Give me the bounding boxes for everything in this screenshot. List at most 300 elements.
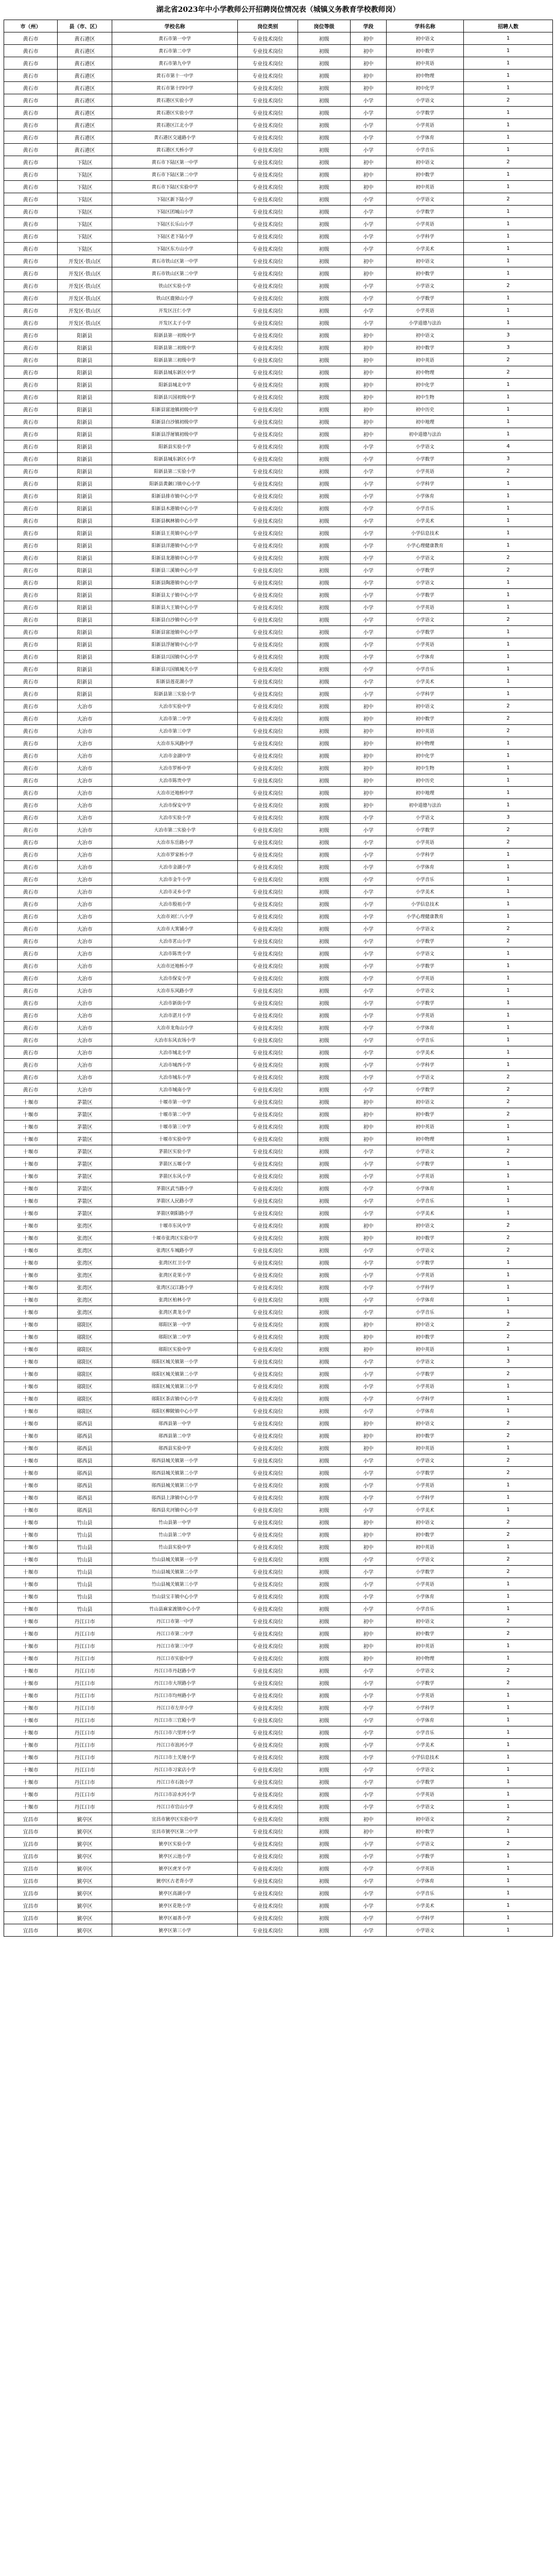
cell-post-level: 初级 [298, 700, 351, 713]
cell-count: 1 [464, 144, 553, 156]
table-row [4, 774, 553, 787]
cell-subject: 初中数学 [387, 1430, 464, 1442]
table-row [4, 502, 553, 515]
cell-subject: 初中数学 [387, 168, 464, 181]
cell-count: 2 [464, 1232, 553, 1244]
cell-post-level: 初级 [298, 478, 351, 490]
cell-stage: 小学 [351, 131, 387, 144]
cell-city: 黄石市 [4, 267, 58, 280]
cell-post-category: 专业技术岗位 [238, 1096, 298, 1108]
table-row [4, 762, 553, 774]
cell-count: 1 [464, 1603, 553, 1615]
cell-school: 张湾区红卫小学 [112, 1257, 238, 1269]
cell-post-category: 专业技术岗位 [238, 737, 298, 750]
cell-post-category: 专业技术岗位 [238, 972, 298, 985]
cell-post-level: 初级 [298, 811, 351, 824]
cell-post-level: 初级 [298, 910, 351, 923]
cell-post-level: 初级 [298, 1083, 351, 1096]
cell-stage: 初中 [351, 342, 387, 354]
cell-stage: 小学 [351, 1306, 387, 1318]
table-row [4, 317, 553, 329]
cell-post-level: 初级 [298, 626, 351, 638]
cell-stage: 小学 [351, 1702, 387, 1714]
cell-city: 黄石市 [4, 94, 58, 107]
header-city: 市（州） [4, 20, 58, 32]
cell-city: 十堰市 [4, 1108, 58, 1121]
cell-post-category: 专业技术岗位 [238, 1578, 298, 1590]
cell-city: 十堰市 [4, 1318, 58, 1331]
table-row [4, 379, 553, 391]
cell-post-level: 初级 [298, 1318, 351, 1331]
cell-count: 1 [464, 589, 553, 601]
cell-count: 1 [464, 1652, 553, 1665]
cell-stage: 小学 [351, 317, 387, 329]
cell-county: 郧阳区 [58, 1318, 112, 1331]
table-row [4, 1405, 553, 1417]
cell-count: 1 [464, 675, 553, 688]
cell-post-category: 专业技术岗位 [238, 366, 298, 379]
cell-stage: 小学 [351, 1677, 387, 1689]
cell-count: 1 [464, 1764, 553, 1776]
cell-county: 竹山县 [58, 1578, 112, 1590]
cell-school: 开发区太子小学 [112, 317, 238, 329]
cell-school: 下陆区新下陆小学 [112, 193, 238, 206]
cell-count: 1 [464, 391, 553, 403]
cell-school: 郧阳区实验中学 [112, 1343, 238, 1355]
cell-post-category: 专业技术岗位 [238, 168, 298, 181]
cell-post-level: 初级 [298, 1726, 351, 1739]
cell-city: 黄石市 [4, 1059, 58, 1071]
cell-stage: 小学 [351, 1195, 387, 1207]
table-row [4, 515, 553, 527]
table-row [4, 700, 553, 713]
cell-count: 1 [464, 490, 553, 502]
cell-stage: 小学 [351, 1182, 387, 1195]
cell-school: 宜昌市猇亭区第二中学 [112, 1825, 238, 1838]
cell-stage: 初中 [351, 1430, 387, 1442]
table-row [4, 1417, 553, 1430]
cell-city: 十堰市 [4, 1244, 58, 1257]
cell-count: 2 [464, 564, 553, 577]
cell-post-level: 初级 [298, 1380, 351, 1393]
cell-post-level: 初级 [298, 107, 351, 119]
cell-post-category: 专业技术岗位 [238, 787, 298, 799]
cell-stage: 初中 [351, 1133, 387, 1145]
cell-count: 2 [464, 552, 553, 564]
cell-stage: 初中 [351, 1442, 387, 1454]
cell-stage: 初中 [351, 267, 387, 280]
cell-county: 郧西县 [58, 1492, 112, 1504]
cell-subject: 初中语文 [387, 1813, 464, 1825]
cell-school: 丹江口市土关垭小学 [112, 1751, 238, 1764]
cell-county: 郧阳区 [58, 1405, 112, 1417]
cell-count: 1 [464, 515, 553, 527]
cell-post-level: 初级 [298, 1158, 351, 1170]
cell-post-category: 专业技术岗位 [238, 107, 298, 119]
cell-county: 下陆区 [58, 193, 112, 206]
cell-count: 2 [464, 1108, 553, 1121]
table-row [4, 1825, 553, 1838]
table-row [4, 713, 553, 725]
cell-school: 大冶市罗桥中学 [112, 762, 238, 774]
header-county: 县（市、区） [58, 20, 112, 32]
cell-city: 黄石市 [4, 502, 58, 515]
cell-count: 2 [464, 1331, 553, 1343]
cell-subject: 小学数学 [387, 824, 464, 836]
cell-post-category: 专业技术岗位 [238, 317, 298, 329]
cell-post-level: 初级 [298, 1454, 351, 1467]
table-row [4, 490, 553, 502]
cell-post-category: 专业技术岗位 [238, 1467, 298, 1479]
cell-school: 阳新县兴国镇城关小学 [112, 663, 238, 675]
table-row [4, 1776, 553, 1788]
table-row [4, 997, 553, 1009]
header-post-level: 岗位等级 [298, 20, 351, 32]
cell-county: 郧西县 [58, 1467, 112, 1479]
page-title: 湖北省2023年中小学教师公开招聘岗位情况表（城镇义务教育学校教师岗） [156, 6, 400, 14]
cell-subject: 小学英语 [387, 1009, 464, 1022]
cell-school: 黄石市下陆区第二中学 [112, 168, 238, 181]
cell-stage: 小学 [351, 1492, 387, 1504]
cell-subject: 小学科学 [387, 688, 464, 700]
table-row [4, 1850, 553, 1862]
table-row [4, 1838, 553, 1850]
cell-school: 猇亭区虎牙小学 [112, 1862, 238, 1875]
cell-post-level: 初级 [298, 564, 351, 577]
cell-school: 郧阳区第一中学 [112, 1318, 238, 1331]
cell-school: 大冶市殷祖小学 [112, 898, 238, 910]
cell-stage: 小学 [351, 849, 387, 861]
cell-subject: 小学音乐 [387, 144, 464, 156]
cell-post-category: 专业技术岗位 [238, 601, 298, 614]
cell-subject: 小学语文 [387, 1764, 464, 1776]
cell-post-level: 初级 [298, 379, 351, 391]
table-row [4, 1343, 553, 1355]
cell-city: 十堰市 [4, 1145, 58, 1158]
cell-post-category: 专业技术岗位 [238, 750, 298, 762]
table-row [4, 193, 553, 206]
cell-school: 阳新县大王镇中心小学 [112, 601, 238, 614]
cell-school: 黄石港区天桥小学 [112, 144, 238, 156]
cell-post-level: 初级 [298, 947, 351, 960]
cell-count: 3 [464, 342, 553, 354]
cell-subject: 初中英语 [387, 725, 464, 737]
cell-city: 十堰市 [4, 1516, 58, 1529]
cell-school: 阳新县陶港镇中心小学 [112, 577, 238, 589]
cell-post-category: 专业技术岗位 [238, 1355, 298, 1368]
cell-city: 黄石市 [4, 935, 58, 947]
cell-city: 十堰市 [4, 1726, 58, 1739]
cell-stage: 小学 [351, 1158, 387, 1170]
cell-county: 下陆区 [58, 230, 112, 243]
cell-post-category: 专业技术岗位 [238, 342, 298, 354]
cell-post-category: 专业技术岗位 [238, 1776, 298, 1788]
cell-post-category: 专业技术岗位 [238, 1751, 298, 1764]
cell-city: 十堰市 [4, 1355, 58, 1368]
cell-city: 十堰市 [4, 1652, 58, 1665]
cell-post-level: 初级 [298, 601, 351, 614]
cell-county: 阳新县 [58, 329, 112, 342]
cell-count: 1 [464, 70, 553, 82]
table-row [4, 1454, 553, 1467]
cell-count: 1 [464, 1182, 553, 1195]
cell-count: 1 [464, 1158, 553, 1170]
cell-stage: 小学 [351, 206, 387, 218]
table-row [4, 403, 553, 416]
cell-school: 猇亭区福善小学 [112, 1912, 238, 1924]
table-row [4, 1195, 553, 1207]
table-row [4, 1380, 553, 1393]
cell-count: 1 [464, 1294, 553, 1306]
cell-post-category: 专业技术岗位 [238, 1034, 298, 1046]
cell-post-level: 初级 [298, 1590, 351, 1603]
cell-stage: 小学 [351, 614, 387, 626]
cell-count: 2 [464, 1813, 553, 1825]
cell-stage: 小学 [351, 824, 387, 836]
cell-count: 1 [464, 32, 553, 45]
cell-school: 阳新县白沙镇中心小学 [112, 614, 238, 626]
cell-county: 下陆区 [58, 168, 112, 181]
cell-post-level: 初级 [298, 440, 351, 453]
cell-count: 1 [464, 1442, 553, 1454]
cell-subject: 小学语文 [387, 94, 464, 107]
cell-post-category: 专业技术岗位 [238, 1726, 298, 1739]
cell-count: 1 [464, 1343, 553, 1355]
cell-stage: 初中 [351, 737, 387, 750]
cell-count: 1 [464, 243, 553, 255]
cell-post-category: 专业技术岗位 [238, 873, 298, 886]
cell-stage: 初中 [351, 403, 387, 416]
cell-school: 大冶市陈贵小学 [112, 947, 238, 960]
cell-subject: 初中数学 [387, 1108, 464, 1121]
table-row [4, 243, 553, 255]
cell-subject: 小学英语 [387, 1689, 464, 1702]
cell-school: 竹山县第一中学 [112, 1516, 238, 1529]
cell-school: 开发区汪仁小学 [112, 304, 238, 317]
cell-school: 阳新县浮屠镇中心小学 [112, 638, 238, 651]
cell-subject: 初中英语 [387, 354, 464, 366]
cell-school: 郧西县第一中学 [112, 1417, 238, 1430]
cell-county: 下陆区 [58, 218, 112, 230]
cell-stage: 小学 [351, 1059, 387, 1071]
cell-city: 黄石市 [4, 490, 58, 502]
cell-school: 十堰市东风中学 [112, 1219, 238, 1232]
cell-stage: 初中 [351, 787, 387, 799]
cell-post-level: 初级 [298, 366, 351, 379]
table-row [4, 1764, 553, 1776]
cell-county: 茅箭区 [58, 1108, 112, 1121]
cell-city: 黄石市 [4, 601, 58, 614]
cell-stage: 初中 [351, 1417, 387, 1430]
cell-subject: 初中生物 [387, 762, 464, 774]
cell-school: 丹江口市第三中学 [112, 1640, 238, 1652]
cell-school: 大冶市第二中学 [112, 713, 238, 725]
cell-county: 大冶市 [58, 1046, 112, 1059]
cell-city: 十堰市 [4, 1121, 58, 1133]
cell-post-level: 初级 [298, 849, 351, 861]
cell-post-category: 专业技术岗位 [238, 552, 298, 564]
cell-county: 猇亭区 [58, 1912, 112, 1924]
cell-count: 3 [464, 329, 553, 342]
cell-count: 2 [464, 1145, 553, 1158]
cell-post-level: 初级 [298, 1566, 351, 1578]
cell-post-level: 初级 [298, 1541, 351, 1553]
cell-post-category: 专业技术岗位 [238, 156, 298, 168]
table-row [4, 1133, 553, 1145]
cell-post-category: 专业技术岗位 [238, 82, 298, 94]
cell-post-level: 初级 [298, 762, 351, 774]
table-row [4, 1046, 553, 1059]
cell-post-category: 专业技术岗位 [238, 1430, 298, 1442]
table-row [4, 1182, 553, 1195]
cell-stage: 初中 [351, 70, 387, 82]
cell-stage: 初中 [351, 366, 387, 379]
table-row [4, 329, 553, 342]
cell-post-level: 初级 [298, 836, 351, 849]
cell-subject: 小学数学 [387, 564, 464, 577]
cell-city: 十堰市 [4, 1393, 58, 1405]
cell-school: 茅箭区人民路小学 [112, 1195, 238, 1207]
cell-city: 黄石市 [4, 1022, 58, 1034]
cell-post-category: 专业技术岗位 [238, 626, 298, 638]
cell-count: 2 [464, 1096, 553, 1108]
cell-subject: 小学英语 [387, 1380, 464, 1393]
cell-county: 阳新县 [58, 490, 112, 502]
cell-post-category: 专业技术岗位 [238, 1219, 298, 1232]
cell-post-level: 初级 [298, 1034, 351, 1046]
cell-city: 十堰市 [4, 1195, 58, 1207]
cell-post-category: 专业技术岗位 [238, 1343, 298, 1355]
cell-school: 张湾区黄龙小学 [112, 1306, 238, 1318]
cell-post-level: 初级 [298, 1467, 351, 1479]
cell-count: 1 [464, 1862, 553, 1875]
cell-county: 下陆区 [58, 206, 112, 218]
cell-subject: 初中数学 [387, 1825, 464, 1838]
cell-county: 黄石港区 [58, 45, 112, 57]
cell-count: 2 [464, 280, 553, 292]
cell-city: 黄石市 [4, 811, 58, 824]
cell-school: 大冶市龙角山小学 [112, 1022, 238, 1034]
table-row [4, 119, 553, 131]
cell-school: 阳新县黄颡口镇中心小学 [112, 478, 238, 490]
cell-count: 1 [464, 1009, 553, 1022]
cell-subject: 初中数学 [387, 1331, 464, 1343]
cell-post-level: 初级 [298, 923, 351, 935]
cell-count: 1 [464, 1900, 553, 1912]
table-row [4, 1096, 553, 1108]
table-row [4, 131, 553, 144]
cell-subject: 初中物理 [387, 366, 464, 379]
cell-post-category: 专业技术岗位 [238, 428, 298, 440]
cell-county: 猇亭区 [58, 1900, 112, 1912]
cell-school: 郧西县第二中学 [112, 1430, 238, 1442]
cell-county: 猇亭区 [58, 1825, 112, 1838]
table-row [4, 1529, 553, 1541]
cell-subject: 小学美术 [387, 515, 464, 527]
cell-subject: 小学体育 [387, 861, 464, 873]
cell-count: 2 [464, 1318, 553, 1331]
table-row [4, 1603, 553, 1615]
table-row [4, 280, 553, 292]
cell-count: 1 [464, 416, 553, 428]
cell-city: 宜昌市 [4, 1924, 58, 1937]
cell-county: 阳新县 [58, 354, 112, 366]
cell-post-level: 初级 [298, 1417, 351, 1430]
cell-post-category: 专业技术岗位 [238, 1603, 298, 1615]
cell-count: 2 [464, 1219, 553, 1232]
cell-school: 丹江口市石鼓小学 [112, 1776, 238, 1788]
cell-stage: 初中 [351, 329, 387, 342]
cell-school: 大冶市湛月小学 [112, 1009, 238, 1022]
cell-post-level: 初级 [298, 713, 351, 725]
cell-count: 1 [464, 1034, 553, 1046]
cell-city: 十堰市 [4, 1331, 58, 1343]
cell-post-level: 初级 [298, 1801, 351, 1813]
cell-subject: 小学美术 [387, 675, 464, 688]
cell-county: 开发区·铁山区 [58, 292, 112, 304]
cell-city: 黄石市 [4, 465, 58, 478]
cell-county: 阳新县 [58, 478, 112, 490]
table-row [4, 1257, 553, 1269]
cell-stage: 小学 [351, 1887, 387, 1900]
cell-count: 1 [464, 292, 553, 304]
cell-post-level: 初级 [298, 416, 351, 428]
cell-county: 大冶市 [58, 750, 112, 762]
cell-county: 丹江口市 [58, 1665, 112, 1677]
cell-school: 大冶市金湖小学 [112, 861, 238, 873]
table-row [4, 107, 553, 119]
cell-stage: 小学 [351, 280, 387, 292]
table-row [4, 811, 553, 824]
cell-city: 黄石市 [4, 440, 58, 453]
cell-county: 郧阳区 [58, 1343, 112, 1355]
cell-stage: 小学 [351, 651, 387, 663]
cell-subject: 小学体育 [387, 1875, 464, 1887]
cell-post-category: 专业技术岗位 [238, 1553, 298, 1566]
cell-subject: 初中英语 [387, 1442, 464, 1454]
cell-count: 1 [464, 638, 553, 651]
cell-post-category: 专业技术岗位 [238, 329, 298, 342]
cell-post-category: 专业技术岗位 [238, 1121, 298, 1133]
cell-stage: 小学 [351, 1479, 387, 1492]
cell-count: 1 [464, 947, 553, 960]
cell-post-level: 初级 [298, 972, 351, 985]
cell-city: 黄石市 [4, 750, 58, 762]
cell-count: 2 [464, 1665, 553, 1677]
cell-subject: 小学语文 [387, 552, 464, 564]
cell-county: 阳新县 [58, 564, 112, 577]
cell-subject: 小学语文 [387, 193, 464, 206]
table-row [4, 1714, 553, 1726]
table-row [4, 1294, 553, 1306]
cell-city: 黄石市 [4, 651, 58, 663]
cell-county: 阳新县 [58, 577, 112, 589]
cell-city: 黄石市 [4, 342, 58, 354]
cell-post-level: 初级 [298, 453, 351, 465]
cell-stage: 小学 [351, 985, 387, 997]
cell-subject: 小学音乐 [387, 1195, 464, 1207]
cell-subject: 小学语文 [387, 1071, 464, 1083]
cell-post-category: 专业技术岗位 [238, 70, 298, 82]
table-row [4, 1702, 553, 1714]
cell-school: 大冶市保安中学 [112, 799, 238, 811]
table-row [4, 354, 553, 366]
cell-post-level: 初级 [298, 342, 351, 354]
cell-post-category: 专业技术岗位 [238, 1850, 298, 1862]
cell-post-category: 专业技术岗位 [238, 1145, 298, 1158]
cell-count: 2 [464, 1516, 553, 1529]
table-row [4, 1108, 553, 1121]
